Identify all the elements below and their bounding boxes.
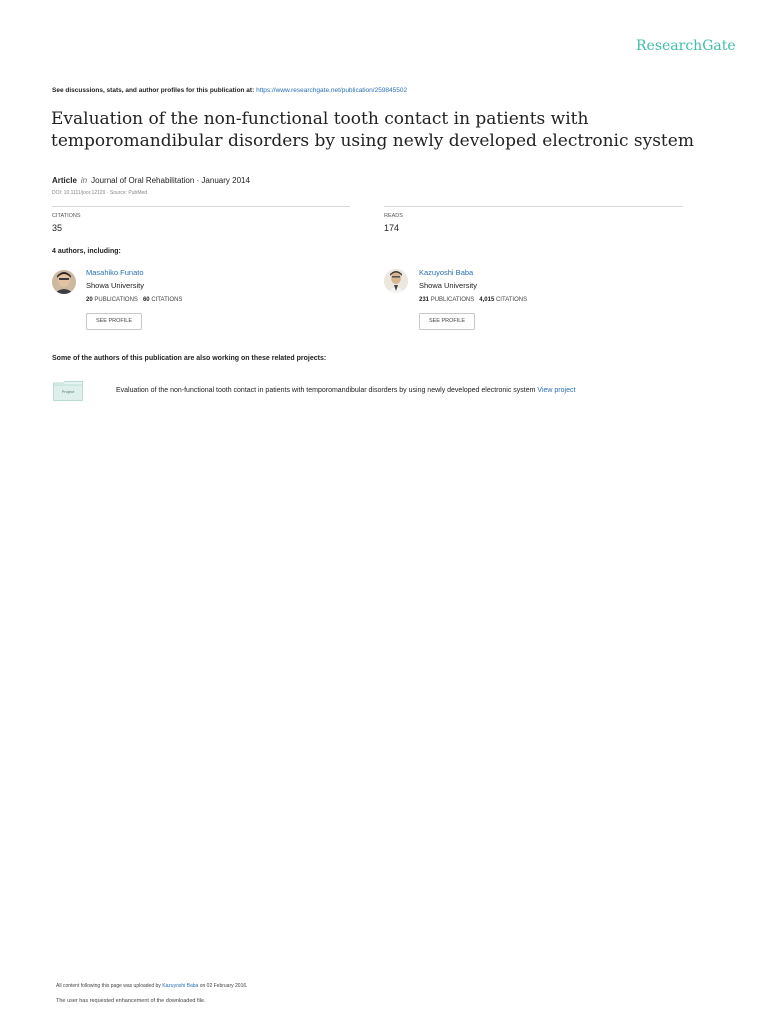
project-title: Evaluation of the non-functional tooth contact in patients with temporomandibular disorders by using newly developed electronic system bbox=[116, 387, 536, 394]
project-entry bbox=[116, 387, 575, 394]
enhancement-note: The user has requested enhancement of the downloaded file. bbox=[56, 998, 206, 1004]
publication-type: Article bbox=[52, 176, 77, 185]
uploader-link[interactable]: Kazuyoshi Baba bbox=[162, 983, 199, 989]
citations-value: 35 bbox=[52, 223, 63, 233]
author-name-link[interactable]: Masahiko Funato bbox=[86, 268, 144, 277]
author-name-link[interactable]: Kazuyoshi Baba bbox=[419, 268, 474, 277]
author-photo-icon bbox=[384, 269, 408, 293]
author-institution: Showa University bbox=[419, 281, 477, 290]
see-profile-button[interactable]: SEE PROFILE bbox=[86, 313, 142, 330]
project-folder-icon[interactable] bbox=[53, 381, 83, 401]
see-discussions-label: See discussions, stats, and author profiles for this publication at: bbox=[52, 87, 255, 94]
journal-name[interactable]: Journal of Oral Rehabilitation bbox=[91, 176, 195, 185]
author-institution: Showa University bbox=[86, 281, 144, 290]
author-publications-count: 20 bbox=[86, 297, 93, 303]
see-profile-button[interactable]: SEE PROFILE bbox=[419, 313, 475, 330]
author-photo-icon bbox=[52, 270, 76, 294]
researchgate-logo[interactable]: ResearchGate bbox=[636, 38, 736, 54]
author-stats bbox=[419, 297, 527, 303]
related-projects-heading: Some of the authors of this publication are also working on these related projects: bbox=[52, 355, 327, 362]
view-project-link[interactable]: View project bbox=[537, 387, 576, 394]
upload-note bbox=[56, 983, 248, 989]
reads-divider bbox=[384, 206, 683, 207]
publication-url-line bbox=[52, 87, 407, 94]
upload-prefix: All content following this page was uploaded by bbox=[56, 983, 161, 989]
publication-date: · January 2014 bbox=[196, 176, 250, 185]
upload-suffix: on 02 February 2016. bbox=[199, 983, 248, 989]
reads-value: 174 bbox=[384, 223, 400, 233]
avatar[interactable] bbox=[384, 269, 408, 293]
in-label: in bbox=[80, 176, 88, 185]
title-line-2: temporomandibular disorders by using newly developed electronic system bbox=[51, 131, 694, 151]
author-publications-label: PUBLICATIONS bbox=[430, 297, 475, 303]
author-stats bbox=[86, 297, 182, 303]
project-icon-label: Project bbox=[61, 389, 75, 394]
doi-source: DOI: 10.1111/joor.12129 · Source: PubMed bbox=[52, 190, 148, 196]
avatar[interactable] bbox=[52, 270, 76, 294]
publication-url-link[interactable]: https://www.researchgate.net/publication/259845502 bbox=[256, 87, 408, 94]
authors-heading: 4 authors, including: bbox=[52, 248, 121, 255]
author-citations-count: 4,015 bbox=[479, 297, 495, 303]
citations-divider bbox=[52, 206, 350, 207]
author-publications-label: PUBLICATIONS bbox=[94, 297, 138, 303]
author-citations-label: CITATIONS bbox=[151, 297, 183, 303]
author-publications-count: 231 bbox=[419, 297, 430, 303]
citations-label: CITATIONS bbox=[52, 213, 81, 219]
publication-title bbox=[51, 108, 731, 152]
reads-label: READS bbox=[384, 213, 403, 219]
author-citations-label: CITATIONS bbox=[495, 297, 528, 303]
author-citations-count: 60 bbox=[142, 297, 150, 303]
publication-meta bbox=[52, 176, 250, 185]
title-line-1: Evaluation of the non-functional tooth contact in patients with bbox=[51, 109, 589, 129]
